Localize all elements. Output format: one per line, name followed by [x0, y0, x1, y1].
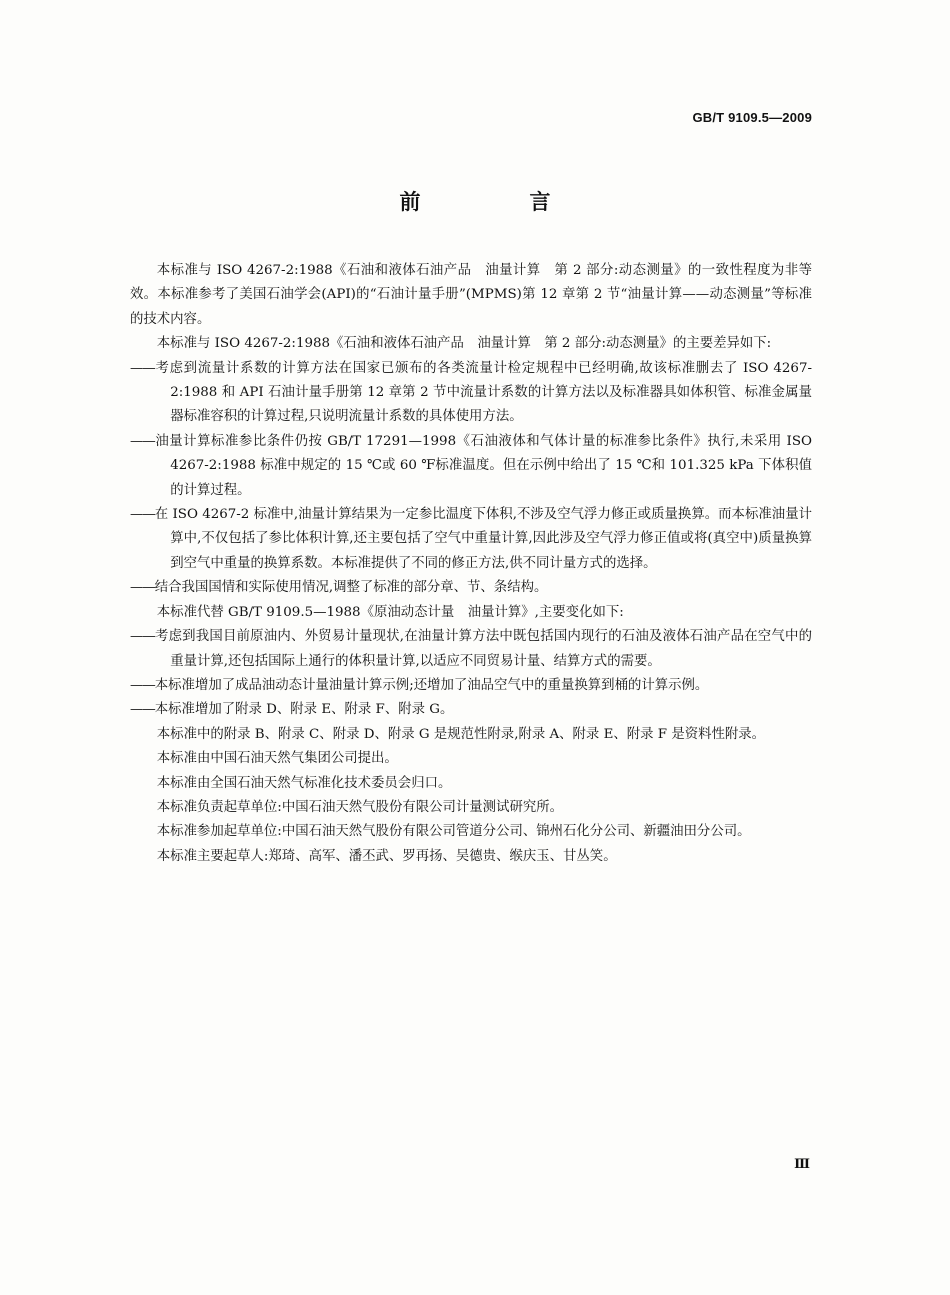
dash-mark: —— — [130, 677, 155, 693]
paragraph: 本标准与 ISO 4267-2:1988《石油和液体石油产品 油量计算 第 2 部分:动态测量》的主要差异如下: — [156, 336, 772, 352]
paragraph: 本标准与 ISO 4267-2:1988《石油和液体石油产品 油量计算 第 2 部分:动态测量》的一致性程度为非等效。本标准参考了美国石油学会(API)的“石油计量手册”(MPMS)第 12 章第 2 节“油量计算——动态测量”等标准的技术内容。 — [130, 263, 812, 327]
paragraph: 本标准负责起草单位:中国石油天然气股份有限公司计量测试研究所。 — [156, 799, 564, 815]
paragraph: 本标准代替 GB/T 9109.5—1988《原油动态计量 油量计算》,主要变化如下: — [156, 604, 624, 620]
list-item-text: 结合我国国情和实际使用情况,调整了标准的部分章、节、条结构。 — [154, 580, 548, 596]
dash-mark: —— — [130, 702, 155, 718]
list-item-text: 油量计算标准参比条件仍按 GB/T 17291—1998《石油液体和气体计量的标准参比条件》执行,未采用 ISO 4267-2:1988 标准中规定的 15 ℃或 60 ℉标准温度。但在示例中给出了 15 ℃和 101.325 kPa 下体积值的计算过程。 — [154, 433, 812, 498]
list-item — [130, 357, 812, 430]
list-item — [130, 698, 812, 722]
paragraph: 本标准由中国石油天然气集团公司提出。 — [156, 751, 398, 767]
list-item — [130, 576, 812, 600]
dash-mark: —— — [130, 580, 155, 596]
list-item — [130, 503, 812, 576]
list-item-text: 本标准增加了附录 D、附录 E、附录 F、附录 G。 — [154, 702, 454, 718]
list-item — [130, 430, 812, 503]
list-item-text: 本标准增加了成品油动态计量油量计算示例;还增加了油品空气中的重量换算到桶的计算示例。 — [154, 677, 709, 693]
dash-mark: —— — [130, 360, 155, 376]
dash-mark: —— — [130, 433, 155, 449]
list-item-text: 考虑到我国目前原油内、外贸易计量现状,在油量计算方法中既包括国内现行的石油及液体石油产品在空气中的重量计算,还包括国际上通行的体积量计算,以适应不同贸易计量、结算方式的需要。 — [154, 629, 812, 669]
paragraph: 本标准由全国石油天然气标准化技术委员会归口。 — [156, 775, 452, 791]
list-item-text: 在 ISO 4267-2 标准中,油量计算结果为一定参比温度下体积,不涉及空气浮力修正或质量换算。而本标准油量计算中,不仅包括了参比体积计算,还主要包括了空气中重量计算,因此涉及空气浮力修正值或将(真空中)质量换算到空气中重量的换算系数。本标准提供了不同的修正方法,供不同计量方式的选择。 — [154, 507, 812, 571]
paragraph: 本标准参加起草单位:中国石油天然气股份有限公司管道分公司、锦州石化分公司、新疆油田分公司。 — [156, 824, 751, 840]
dash-mark: —— — [130, 507, 155, 523]
list-item — [130, 625, 812, 674]
list-item-text: 考虑到流量计系数的计算方法在国家已颁布的各类流量计检定规程中已经明确,故该标准删去了 ISO 4267-2:1988 和 API 石油计量手册第 12 章第 2 节中流量计系数的计算方法以及标准器具如体积管、标准金属量器标准容积的计算过程,只说明流量计系数的具体使用方法。 — [154, 360, 812, 425]
page-number: Ⅲ — [794, 1157, 810, 1172]
page-title: 前 言 — [399, 190, 595, 214]
standard-code: GB/T 9109.5—2009 — [692, 110, 812, 125]
dash-mark: —— — [130, 629, 155, 645]
foreword-body — [130, 259, 812, 869]
paragraph: 本标准中的附录 B、附录 C、附录 D、附录 G 是规范性附录,附录 A、附录 E、附录 F 是资料性附录。 — [156, 726, 766, 742]
paragraph: 本标准主要起草人:郑琦、高军、潘丕武、罗再扬、吴德贵、缑庆玉、甘丛笑。 — [156, 848, 617, 864]
list-item — [130, 674, 812, 698]
